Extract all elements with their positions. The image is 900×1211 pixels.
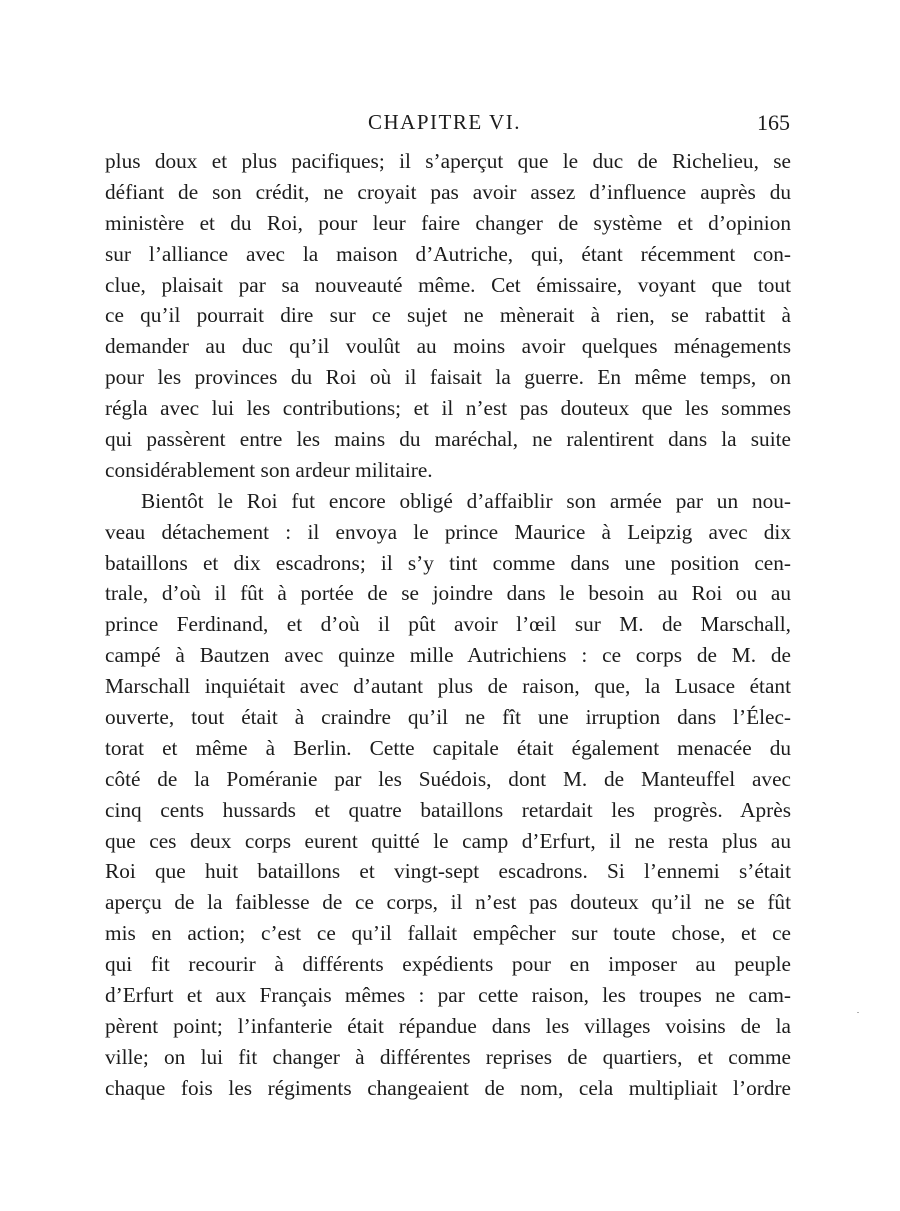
text-line: d’Erfurt et aux Français mêmes : par cette raison, les troupes ne cam- <box>105 983 791 1008</box>
text-line: considérablement son ardeur militaire. <box>105 457 433 482</box>
text-line: ministère et du Roi, pour leur faire changer de système et d’opinion <box>105 210 791 235</box>
text-line: torat et même à Berlin. Cette capitale était également menacée du <box>105 735 791 760</box>
paragraph-2 <box>105 486 791 1104</box>
text-line: que ces deux corps eurent quitté le camp d’Erfurt, il ne resta plus au <box>105 828 791 853</box>
text-line: demander au duc qu’il voulût au moins avoir quelques ménagements <box>105 334 791 359</box>
running-header <box>0 110 900 140</box>
running-title: CHAPITRE VI. <box>368 110 521 134</box>
text-line: régla avec lui les contributions; et il n’est pas douteux que les sommes <box>105 396 791 421</box>
text-line: ouverte, tout était à craindre qu’il ne fît une irruption dans l’Élec- <box>105 705 791 730</box>
text-line: ville; on lui fit changer à différentes reprises de quartiers, et comme <box>105 1044 791 1069</box>
text-line: chaque fois les régiments changeaient de nom, cela multipliait l’ordre <box>105 1075 791 1100</box>
paragraph-1 <box>105 146 791 486</box>
text-line: mis en action; c’est ce qu’il fallait empêcher sur toute chose, et ce <box>105 921 791 946</box>
scan-speck <box>857 1012 859 1013</box>
text-line: clue, plaisait par sa nouveauté même. Cet émissaire, voyant que tout <box>105 272 791 297</box>
text-line: qui fit recourir à différents expédients pour en imposer au peuple <box>105 952 791 977</box>
text-line: qui passèrent entre les mains du maréchal, ne ralentirent dans la suite <box>105 427 791 452</box>
text-line: sur l’alliance avec la maison d’Autriche, qui, étant récemment con- <box>105 241 791 266</box>
text-line: cinq cents hussards et quatre bataillons retardait les progrès. Après <box>105 797 791 822</box>
text-line: Bientôt le Roi fut encore obligé d’affaiblir son armée par un nou- <box>141 488 791 513</box>
text-line: veau détachement : il envoya le prince Maurice à Leipzig avec dix <box>105 519 791 544</box>
text-line: bataillons et dix escadrons; il s’y tint comme dans une position cen- <box>105 550 791 575</box>
text-line: campé à Bautzen avec quinze mille Autrichiens : ce corps de M. de <box>105 643 791 668</box>
page-number: 165 <box>757 110 790 135</box>
text-line: défiant de son crédit, ne croyait pas avoir assez d’influence auprès du <box>105 179 791 204</box>
text-line: Marschall inquiétait avec d’autant plus de raison, que, la Lusace étant <box>105 674 791 699</box>
text-line: côté de la Poméranie par les Suédois, dont M. de Manteuffel avec <box>105 766 791 791</box>
text-line: plus doux et plus pacifiques; il s’aperçut que le duc de Richelieu, se <box>105 149 791 173</box>
text-line: pèrent point; l’infanterie était répandue dans les villages voisins de la <box>105 1013 791 1038</box>
text-line: prince Ferdinand, et d’où il pût avoir l’œil sur M. de Marschall, <box>105 612 791 637</box>
text-line: trale, d’où il fût à portée de se joindre dans le besoin au Roi ou au <box>105 581 791 606</box>
text-line: aperçu de la faiblesse de ce corps, il n’est pas douteux qu’il ne se fût <box>105 890 791 915</box>
text-line: pour les provinces du Roi où il faisait la guerre. En même temps, on <box>105 365 791 390</box>
body-text <box>105 146 791 1104</box>
text-line: Roi que huit bataillons et vingt-sept escadrons. Si l’ennemi s’était <box>105 859 791 884</box>
text-line: ce qu’il pourrait dire sur ce sujet ne mènerait à rien, se rabattit à <box>105 303 791 328</box>
